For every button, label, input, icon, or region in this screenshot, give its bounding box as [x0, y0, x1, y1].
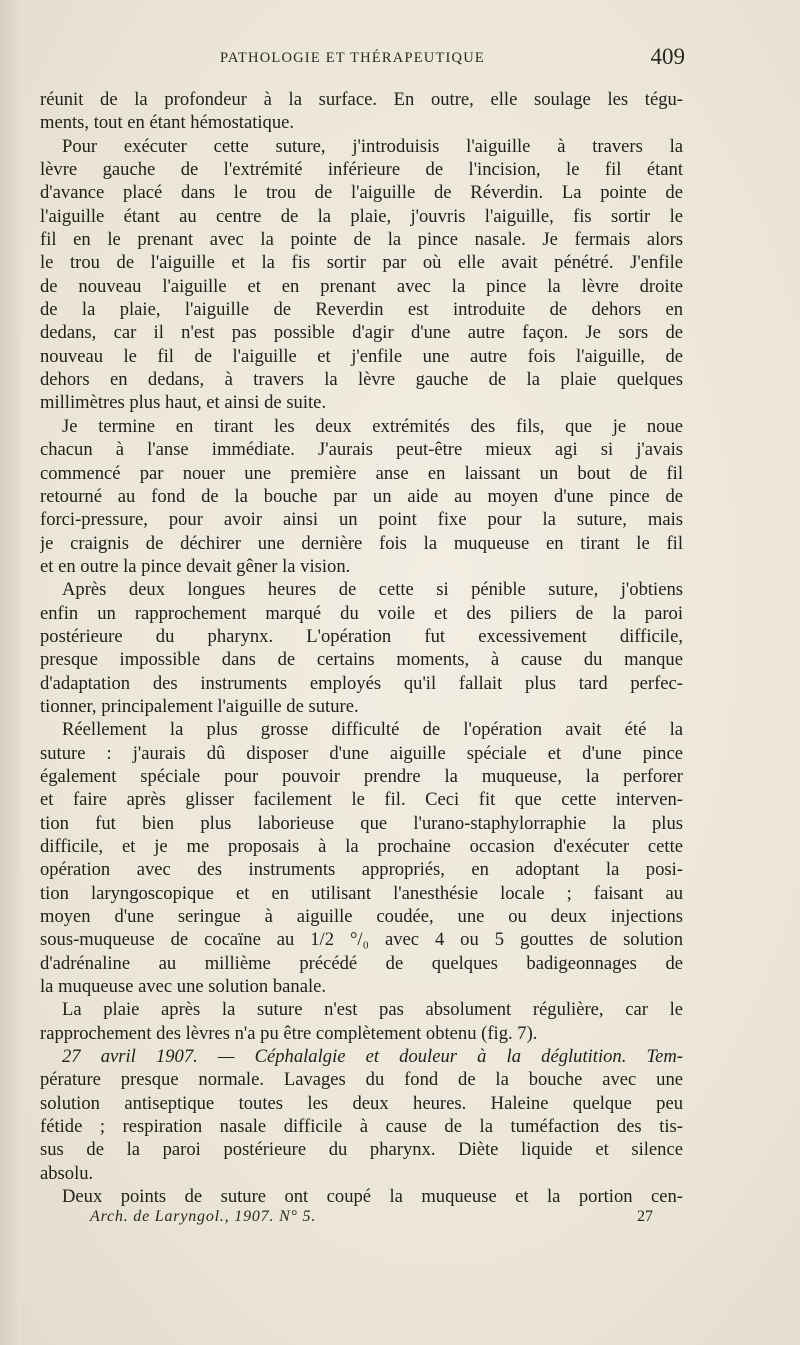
text-line: millimètres plus haut, et ainsi de suite.	[40, 392, 327, 414]
text-line: pérature presque normale. Lavages du fond de la bouche avec une	[40, 1069, 683, 1091]
text-line: l'aiguille étant au centre de la plaie, j'ouvris l'aiguille, fis sortir le	[40, 205, 683, 227]
text-line: difficile, et je me proposais à la prochaine occasion d'exécuter cette	[40, 836, 683, 857]
body-text	[40, 88, 683, 1209]
text-line: ments, tout en étant hémostatique.	[40, 112, 295, 134]
text-line: également spéciale pour pouvoir prendre la muqueuse, la perforer	[40, 765, 683, 787]
text-line: réunit de la profondeur à la surface. En outre, elle soulage les tégu-	[40, 89, 683, 110]
text-line: Je termine en tirant les deux extrémités des fils, que je noue	[62, 415, 683, 437]
text-line: sus de la paroi postérieure du pharynx. Diète liquide et silence	[40, 1139, 683, 1161]
text-line: rapprochement des lèvres n'a pu être complètement obtenu (fig. 7).	[40, 1022, 538, 1044]
text-line: solution antiseptique toutes les deux heures. Haleine quelque peu	[40, 1092, 683, 1114]
text-line: postérieure du pharynx. L'opération fut excessivement difficile,	[40, 625, 683, 647]
text-line: forci-pressure, pour avoir ainsi un point fixe pour la suture, mais	[40, 509, 683, 531]
text-line: sous-muqueuse de cocaïne au 1/2 °/₀ avec 4 ou 5 gouttes de solution	[40, 929, 683, 951]
text-line: le trou de l'aiguille et la fis sortir par où elle avait pénétré. J'enfile	[40, 252, 683, 274]
text-line: 27 avril 1907. — Céphalalgie et douleur à la déglutition. Tem-	[62, 1046, 683, 1068]
text-line: dehors en dedans, à travers la lèvre gauche de la plaie quelques	[40, 369, 683, 391]
text-line: fétide ; respiration nasale difficile à cause de la tuméfaction des tis-	[40, 1116, 683, 1138]
page-number: 409	[650, 44, 685, 69]
signature-mark: 27	[637, 1208, 653, 1225]
text-line: de la plaie, l'aiguille de Reverdin est introduite de dehors en	[40, 299, 683, 321]
text-line: et faire après glisser facilement le fil. Ceci fit que cette interven-	[40, 789, 683, 811]
text-line: nouveau le fil de l'aiguille et j'enfile une autre fois l'aiguille, de	[40, 345, 683, 367]
running-head	[60, 44, 685, 72]
text-line: Après deux longues heures de cette si pénible suture, j'obtiens	[62, 579, 683, 601]
text-line: Pour exécuter cette suture, j'introduisis l'aiguille à travers la	[62, 135, 683, 157]
text-line: fil en le prenant avec la pointe de la pince nasale. Je fermais alors	[40, 229, 683, 251]
text-line: lèvre gauche de l'extrémité inférieure de l'incision, le fil étant	[40, 159, 683, 181]
text-line: d'adaptation des instruments employés qu'il fallait plus tard perfec-	[40, 672, 683, 694]
text-line: tionner, principalement l'aiguille de suture.	[40, 695, 359, 717]
text-line: de nouveau l'aiguille et en prenant avec la pince la lèvre droite	[40, 275, 683, 297]
text-line: suture : j'aurais dû disposer d'une aiguille spéciale et d'une pince	[40, 742, 683, 764]
text-line: retourné au fond de la bouche par un aide au moyen d'une pince de	[40, 485, 683, 507]
text-line: tion laryngoscopique et en utilisant l'anesthésie locale ; faisant au	[40, 882, 683, 904]
text-line: et en outre la pince devait gêner la vision.	[40, 555, 351, 577]
text-line: commencé par nouer une première anse en laissant un bout de fil	[40, 462, 683, 484]
text-line: d'adrénaline au millième précédé de quelques badigeonnages de	[40, 952, 683, 974]
text-line: Deux points de suture ont coupé la muqueuse et la portion cen-	[62, 1186, 683, 1208]
page-gutter	[0, 0, 22, 1345]
text-line: la muqueuse avec une solution banale.	[40, 976, 327, 998]
text-line: moyen d'une seringue à aiguille coudée, une ou deux injections	[40, 906, 683, 928]
page-footer	[90, 1208, 653, 1230]
text-line: enfin un rapprochement marqué du voile et des piliers de la paroi	[40, 602, 683, 624]
running-title: PATHOLOGIE ET THÉRAPEUTIQUE	[220, 50, 485, 66]
journal-citation: Arch. de Laryngol., 1907. N° 5.	[90, 1208, 317, 1225]
text-line: absolu.	[40, 1162, 94, 1184]
text-line: chacun à l'anse immédiate. J'aurais peut-être mieux agi si j'avais	[40, 439, 683, 461]
text-line: Réellement la plus grosse difficulté de l'opération avait été la	[62, 719, 683, 741]
text-line: je craignis de déchirer une dernière fois la muqueuse en tirant le fil	[40, 532, 683, 554]
text-line: dedans, car il n'est pas possible d'agir d'une autre façon. Je sors de	[40, 322, 683, 344]
text-line: presque impossible dans de certains moments, à cause du manque	[40, 649, 683, 671]
text-line: opération avec des instruments appropriés, en adoptant la posi-	[40, 859, 683, 881]
text-line: d'avance placé dans le trou de l'aiguille de Réverdin. La pointe de	[40, 182, 683, 204]
text-line: tion fut bien plus laborieuse que l'urano-staphylorraphie la plus	[40, 812, 683, 834]
text-line: La plaie après la suture n'est pas absolument régulière, car le	[62, 999, 683, 1021]
